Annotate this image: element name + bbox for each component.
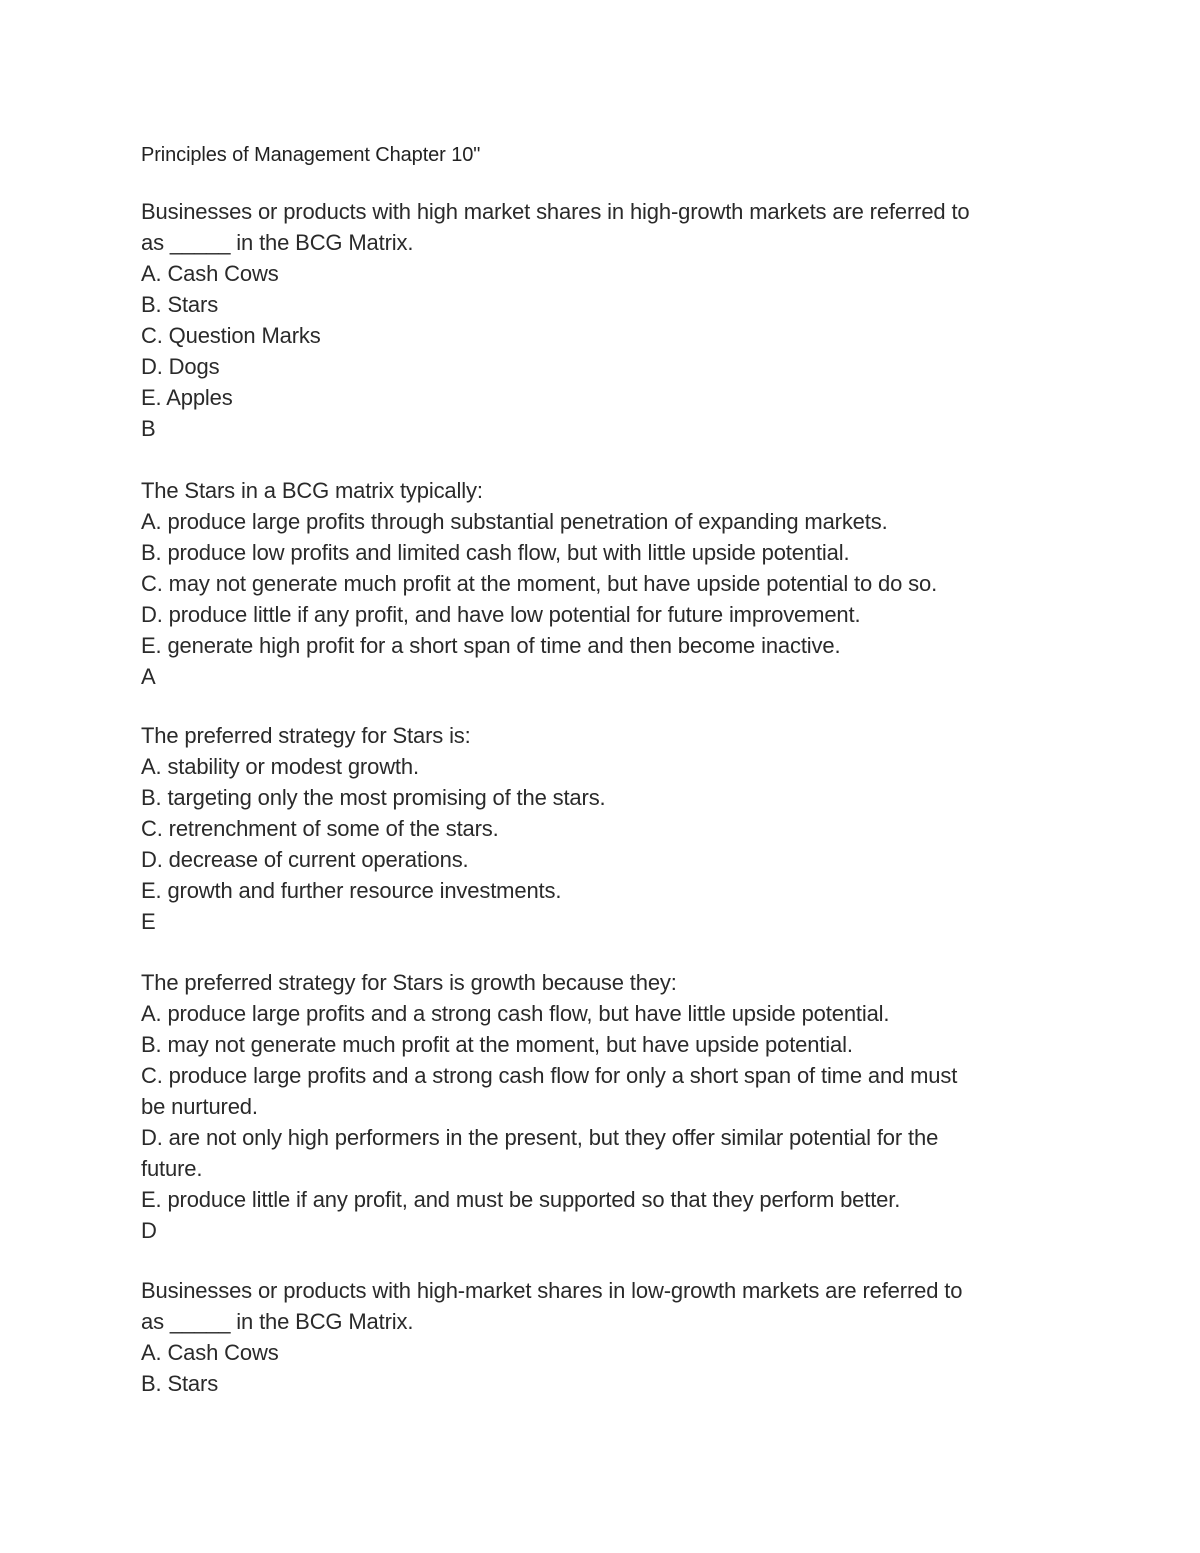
answer-option: A. Cash Cows — [141, 1340, 279, 1365]
answer-option: E. growth and further resource investments. — [141, 878, 562, 903]
answer-option: C. Question Marks — [141, 323, 321, 348]
answer-option: B. may not generate much profit at the moment, but have upside potential. — [141, 1032, 853, 1057]
question-stem-line: Businesses or products with high market shares in high-growth markets are referred to — [141, 199, 970, 224]
answer-option: D. are not only high performers in the present, but they offer similar potential for the — [141, 1125, 939, 1150]
answer-option: be nurtured. — [141, 1094, 258, 1119]
answer-option: A. produce large profits and a strong cash flow, but have little upside potential. — [141, 1001, 890, 1026]
answer-option: E. produce little if any profit, and must be supported so that they perform better. — [141, 1187, 901, 1212]
question-block — [141, 967, 1061, 1246]
question-block — [141, 720, 1061, 937]
question-block — [141, 196, 1061, 444]
answer-option: D. produce little if any profit, and have low potential for future improvement. — [141, 602, 861, 627]
answer-option: C. produce large profits and a strong cash flow for only a short span of time and must — [141, 1063, 958, 1088]
answer-option: C. may not generate much profit at the moment, but have upside potential to do so. — [141, 571, 938, 596]
answer-option: D. decrease of current operations. — [141, 847, 469, 872]
question-block — [141, 1275, 1061, 1399]
question-stem-line: as _____ in the BCG Matrix. — [141, 1309, 414, 1334]
answer-option: E. Apples — [141, 385, 233, 410]
answer-option: D. Dogs — [141, 354, 220, 379]
answer-option: B. produce low profits and limited cash flow, but with little upside potential. — [141, 540, 850, 565]
question-stem-line: The Stars in a BCG matrix typically: — [141, 478, 483, 503]
correct-answer: D — [141, 1218, 157, 1243]
question-block — [141, 475, 1061, 692]
correct-answer: B — [141, 416, 156, 441]
document-title: Principles of Management Chapter 10" — [141, 144, 481, 166]
question-stem-line: The preferred strategy for Stars is: — [141, 723, 471, 748]
answer-option: future. — [141, 1156, 203, 1181]
answer-option: B. Stars — [141, 292, 219, 317]
answer-option: B. targeting only the most promising of the stars. — [141, 785, 606, 810]
answer-option: A. produce large profits through substantial penetration of expanding markets. — [141, 509, 888, 534]
answer-option: A. stability or modest growth. — [141, 754, 419, 779]
correct-answer: A — [141, 664, 156, 689]
question-stem-line: The preferred strategy for Stars is growth because they: — [141, 970, 677, 995]
answer-option: A. Cash Cows — [141, 261, 279, 286]
answer-option: E. generate high profit for a short span of time and then become inactive. — [141, 633, 841, 658]
answer-option: C. retrenchment of some of the stars. — [141, 816, 499, 841]
correct-answer: E — [141, 909, 156, 934]
answer-option: B. Stars — [141, 1371, 219, 1396]
question-stem-line: as _____ in the BCG Matrix. — [141, 230, 414, 255]
question-stem-line: Businesses or products with high-market shares in low-growth markets are referred to — [141, 1278, 963, 1303]
